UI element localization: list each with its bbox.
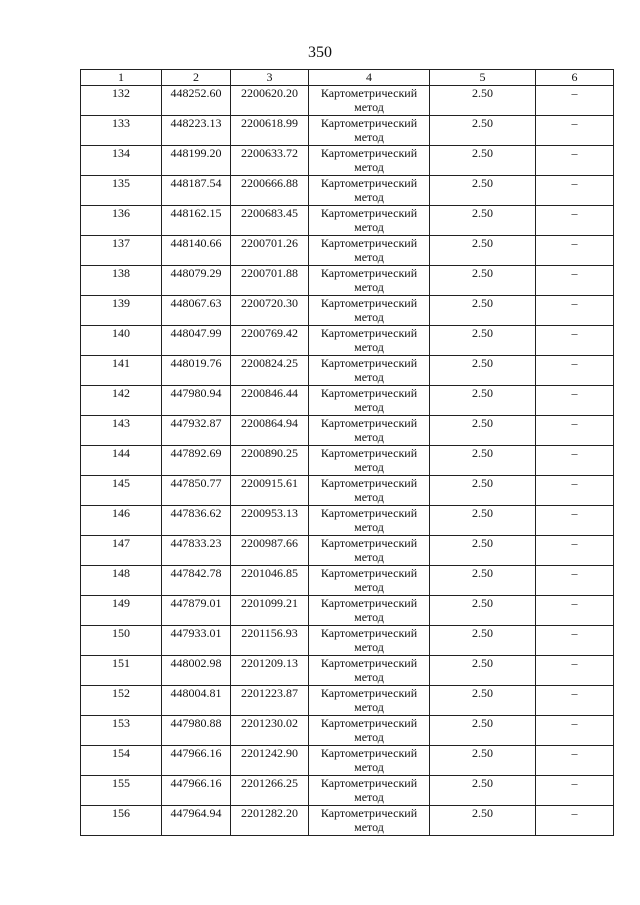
point-number-cell: 149 xyxy=(81,596,162,626)
y-coordinate-cell: 2200987.66 xyxy=(231,536,309,566)
column-header-5: 5 xyxy=(430,70,536,86)
note-cell: – xyxy=(536,176,614,206)
point-number-cell: 151 xyxy=(81,656,162,686)
note-cell: – xyxy=(536,716,614,746)
point-number-cell: 156 xyxy=(81,806,162,836)
accuracy-cell: 2.50 xyxy=(430,86,536,116)
y-coordinate-cell: 2200701.88 xyxy=(231,266,309,296)
x-coordinate-cell: 448047.99 xyxy=(162,326,231,356)
point-number-cell: 132 xyxy=(81,86,162,116)
note-cell: – xyxy=(536,626,614,656)
point-number-cell: 148 xyxy=(81,566,162,596)
point-number-cell: 142 xyxy=(81,386,162,416)
x-coordinate-cell: 448187.54 xyxy=(162,176,231,206)
note-cell: – xyxy=(536,116,614,146)
x-coordinate-cell: 447933.01 xyxy=(162,626,231,656)
method-cell: Картометрический метод xyxy=(309,566,430,596)
header-row xyxy=(81,70,614,86)
y-coordinate-cell: 2201046.85 xyxy=(231,566,309,596)
coordinates-table xyxy=(80,69,614,836)
accuracy-cell: 2.50 xyxy=(430,356,536,386)
table-row xyxy=(81,776,614,806)
note-cell: – xyxy=(536,686,614,716)
x-coordinate-cell: 448223.13 xyxy=(162,116,231,146)
x-coordinate-cell: 447966.16 xyxy=(162,776,231,806)
y-coordinate-cell: 2201099.21 xyxy=(231,596,309,626)
x-coordinate-cell: 447879.01 xyxy=(162,596,231,626)
accuracy-cell: 2.50 xyxy=(430,446,536,476)
point-number-cell: 138 xyxy=(81,266,162,296)
point-number-cell: 135 xyxy=(81,176,162,206)
point-number-cell: 134 xyxy=(81,146,162,176)
y-coordinate-cell: 2200864.94 xyxy=(231,416,309,446)
column-header-1: 1 xyxy=(81,70,162,86)
x-coordinate-cell: 447842.78 xyxy=(162,566,231,596)
accuracy-cell: 2.50 xyxy=(430,386,536,416)
method-cell: Картометрический метод xyxy=(309,596,430,626)
point-number-cell: 140 xyxy=(81,326,162,356)
table-body xyxy=(81,86,614,836)
x-coordinate-cell: 448002.98 xyxy=(162,656,231,686)
method-cell: Картометрический метод xyxy=(309,716,430,746)
method-cell: Картометрический метод xyxy=(309,296,430,326)
method-cell: Картометрический метод xyxy=(309,356,430,386)
x-coordinate-cell: 448079.29 xyxy=(162,266,231,296)
point-number-cell: 141 xyxy=(81,356,162,386)
y-coordinate-cell: 2200890.25 xyxy=(231,446,309,476)
method-cell: Картометрический метод xyxy=(309,536,430,566)
column-header-3: 3 xyxy=(231,70,309,86)
x-coordinate-cell: 447892.69 xyxy=(162,446,231,476)
note-cell: – xyxy=(536,356,614,386)
y-coordinate-cell: 2201209.13 xyxy=(231,656,309,686)
x-coordinate-cell: 448199.20 xyxy=(162,146,231,176)
y-coordinate-cell: 2201230.02 xyxy=(231,716,309,746)
point-number-cell: 144 xyxy=(81,446,162,476)
table-row xyxy=(81,806,614,836)
method-cell: Картометрический метод xyxy=(309,416,430,446)
note-cell: – xyxy=(536,476,614,506)
x-coordinate-cell: 447836.62 xyxy=(162,506,231,536)
table-row xyxy=(81,266,614,296)
method-cell: Картометрический метод xyxy=(309,236,430,266)
accuracy-cell: 2.50 xyxy=(430,536,536,566)
table-row xyxy=(81,476,614,506)
y-coordinate-cell: 2201156.93 xyxy=(231,626,309,656)
point-number-cell: 139 xyxy=(81,296,162,326)
note-cell: – xyxy=(536,326,614,356)
note-cell: – xyxy=(536,746,614,776)
method-cell: Картометрический метод xyxy=(309,326,430,356)
accuracy-cell: 2.50 xyxy=(430,686,536,716)
accuracy-cell: 2.50 xyxy=(430,326,536,356)
x-coordinate-cell: 448252.60 xyxy=(162,86,231,116)
column-header-2: 2 xyxy=(162,70,231,86)
x-coordinate-cell: 448162.15 xyxy=(162,206,231,236)
note-cell: – xyxy=(536,506,614,536)
note-cell: – xyxy=(536,236,614,266)
method-cell: Картометрический метод xyxy=(309,686,430,716)
note-cell: – xyxy=(536,86,614,116)
point-number-cell: 137 xyxy=(81,236,162,266)
note-cell: – xyxy=(536,446,614,476)
x-coordinate-cell: 447932.87 xyxy=(162,416,231,446)
note-cell: – xyxy=(536,776,614,806)
note-cell: – xyxy=(536,566,614,596)
y-coordinate-cell: 2200953.13 xyxy=(231,506,309,536)
table-row xyxy=(81,356,614,386)
accuracy-cell: 2.50 xyxy=(430,566,536,596)
point-number-cell: 143 xyxy=(81,416,162,446)
point-number-cell: 154 xyxy=(81,746,162,776)
accuracy-cell: 2.50 xyxy=(430,416,536,446)
column-header-4: 4 xyxy=(309,70,430,86)
method-cell: Картометрический метод xyxy=(309,446,430,476)
note-cell: – xyxy=(536,206,614,236)
accuracy-cell: 2.50 xyxy=(430,746,536,776)
y-coordinate-cell: 2200824.25 xyxy=(231,356,309,386)
table-row xyxy=(81,566,614,596)
x-coordinate-cell: 448004.81 xyxy=(162,686,231,716)
x-coordinate-cell: 447964.94 xyxy=(162,806,231,836)
method-cell: Картометрический метод xyxy=(309,86,430,116)
accuracy-cell: 2.50 xyxy=(430,776,536,806)
accuracy-cell: 2.50 xyxy=(430,176,536,206)
table-row xyxy=(81,326,614,356)
note-cell: – xyxy=(536,806,614,836)
note-cell: – xyxy=(536,596,614,626)
point-number-cell: 150 xyxy=(81,626,162,656)
method-cell: Картометрический метод xyxy=(309,116,430,146)
y-coordinate-cell: 2201266.25 xyxy=(231,776,309,806)
accuracy-cell: 2.50 xyxy=(430,596,536,626)
x-coordinate-cell: 448140.66 xyxy=(162,236,231,266)
table-row xyxy=(81,416,614,446)
y-coordinate-cell: 2201282.20 xyxy=(231,806,309,836)
method-cell: Картометрический метод xyxy=(309,776,430,806)
point-number-cell: 153 xyxy=(81,716,162,746)
table-row xyxy=(81,446,614,476)
table-row xyxy=(81,146,614,176)
y-coordinate-cell: 2200846.44 xyxy=(231,386,309,416)
accuracy-cell: 2.50 xyxy=(430,626,536,656)
table-row xyxy=(81,536,614,566)
y-coordinate-cell: 2200701.26 xyxy=(231,236,309,266)
point-number-cell: 145 xyxy=(81,476,162,506)
note-cell: – xyxy=(536,266,614,296)
point-number-cell: 155 xyxy=(81,776,162,806)
y-coordinate-cell: 2201242.90 xyxy=(231,746,309,776)
method-cell: Картометрический метод xyxy=(309,386,430,416)
note-cell: – xyxy=(536,656,614,686)
method-cell: Картометрический метод xyxy=(309,146,430,176)
method-cell: Картометрический метод xyxy=(309,506,430,536)
accuracy-cell: 2.50 xyxy=(430,296,536,326)
page-number: 350 xyxy=(308,44,332,61)
method-cell: Картометрический метод xyxy=(309,266,430,296)
point-number-cell: 152 xyxy=(81,686,162,716)
note-cell: – xyxy=(536,146,614,176)
accuracy-cell: 2.50 xyxy=(430,506,536,536)
y-coordinate-cell: 2200633.72 xyxy=(231,146,309,176)
x-coordinate-cell: 447980.88 xyxy=(162,716,231,746)
x-coordinate-cell: 447980.94 xyxy=(162,386,231,416)
accuracy-cell: 2.50 xyxy=(430,266,536,296)
y-coordinate-cell: 2200683.45 xyxy=(231,206,309,236)
point-number-cell: 136 xyxy=(81,206,162,236)
table-row xyxy=(81,116,614,146)
method-cell: Картометрический метод xyxy=(309,806,430,836)
y-coordinate-cell: 2201223.87 xyxy=(231,686,309,716)
method-cell: Картометрический метод xyxy=(309,476,430,506)
y-coordinate-cell: 2200618.99 xyxy=(231,116,309,146)
accuracy-cell: 2.50 xyxy=(430,476,536,506)
y-coordinate-cell: 2200720.30 xyxy=(231,296,309,326)
y-coordinate-cell: 2200769.42 xyxy=(231,326,309,356)
point-number-cell: 147 xyxy=(81,536,162,566)
x-coordinate-cell: 447966.16 xyxy=(162,746,231,776)
y-coordinate-cell: 2200620.20 xyxy=(231,86,309,116)
method-cell: Картометрический метод xyxy=(309,206,430,236)
table-row xyxy=(81,686,614,716)
note-cell: – xyxy=(536,296,614,326)
y-coordinate-cell: 2200915.61 xyxy=(231,476,309,506)
table-row xyxy=(81,596,614,626)
note-cell: – xyxy=(536,386,614,416)
method-cell: Картометрический метод xyxy=(309,746,430,776)
table-row xyxy=(81,716,614,746)
x-coordinate-cell: 447850.77 xyxy=(162,476,231,506)
method-cell: Картометрический метод xyxy=(309,656,430,686)
table-row xyxy=(81,176,614,206)
point-number-cell: 133 xyxy=(81,116,162,146)
table-row xyxy=(81,296,614,326)
x-coordinate-cell: 448019.76 xyxy=(162,356,231,386)
point-number-cell: 146 xyxy=(81,506,162,536)
accuracy-cell: 2.50 xyxy=(430,146,536,176)
accuracy-cell: 2.50 xyxy=(430,236,536,266)
table-row xyxy=(81,386,614,416)
table-row xyxy=(81,86,614,116)
accuracy-cell: 2.50 xyxy=(430,716,536,746)
method-cell: Картометрический метод xyxy=(309,626,430,656)
accuracy-cell: 2.50 xyxy=(430,656,536,686)
table-row xyxy=(81,746,614,776)
y-coordinate-cell: 2200666.88 xyxy=(231,176,309,206)
column-header-6: 6 xyxy=(536,70,614,86)
x-coordinate-cell: 448067.63 xyxy=(162,296,231,326)
accuracy-cell: 2.50 xyxy=(430,206,536,236)
table-row xyxy=(81,626,614,656)
table-row xyxy=(81,236,614,266)
table-row xyxy=(81,656,614,686)
accuracy-cell: 2.50 xyxy=(430,116,536,146)
accuracy-cell: 2.50 xyxy=(430,806,536,836)
table-row xyxy=(81,206,614,236)
table-row xyxy=(81,506,614,536)
x-coordinate-cell: 447833.23 xyxy=(162,536,231,566)
method-cell: Картометрический метод xyxy=(309,176,430,206)
note-cell: – xyxy=(536,416,614,446)
note-cell: – xyxy=(536,536,614,566)
